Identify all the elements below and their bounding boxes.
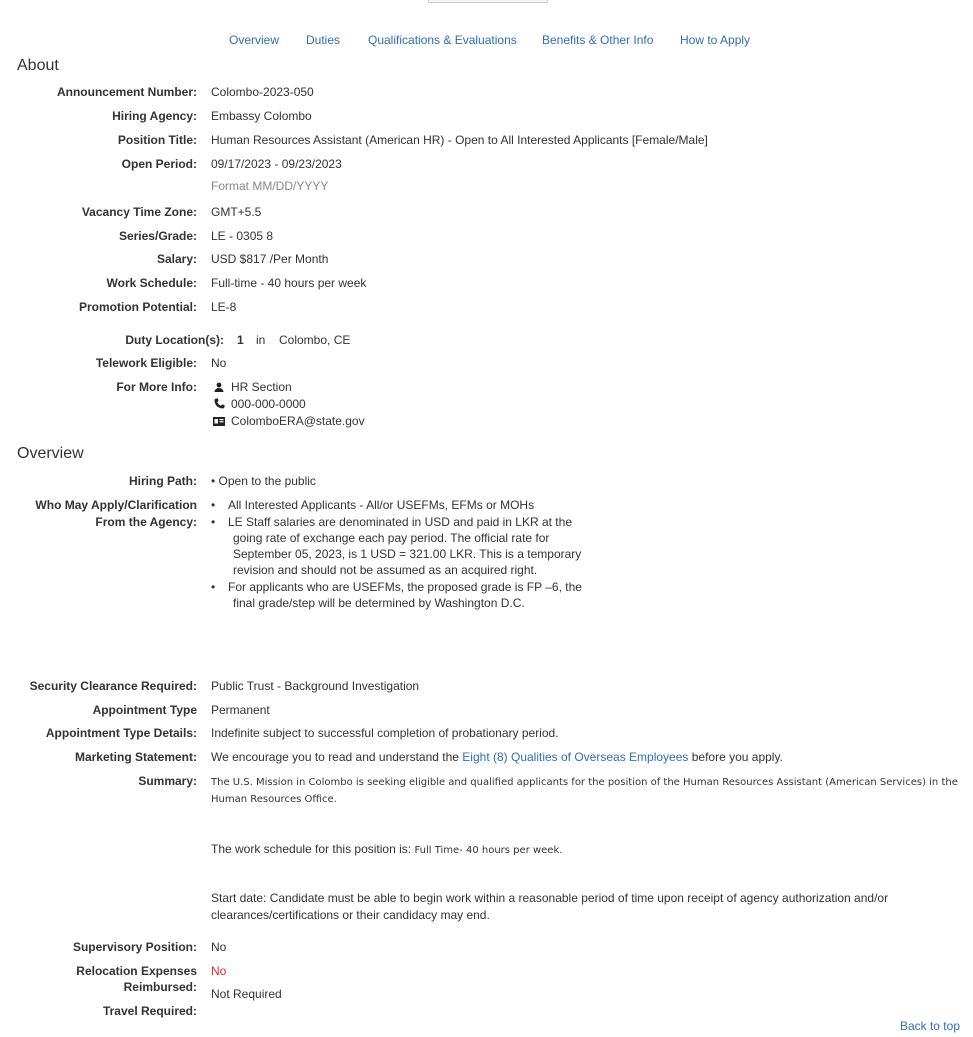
appointment-type-value: Permanent (211, 703, 270, 717)
date-format-hint: Format MM/DD/YYYY (211, 179, 329, 193)
contact-name: HR Section (231, 380, 292, 394)
summary-label: Summary: (138, 774, 197, 788)
series-grade-value: LE - 0305 8 (211, 229, 274, 243)
time-zone-label: Vacancy Time Zone: (81, 205, 197, 219)
eight-qualities-link[interactable]: Eight (8) Qualities of Overseas Employees (462, 750, 689, 764)
contact-email-link[interactable]: ColomboERA@state.gov (231, 414, 365, 428)
promotion-potential-label: Promotion Potential: (79, 300, 197, 314)
travel-label: Travel Required: (102, 1004, 197, 1018)
relocation-value: No (211, 964, 227, 978)
announcement-number-value: Colombo-2023-050 (211, 85, 314, 99)
work-schedule-label: Work Schedule: (106, 276, 197, 290)
person-icon (213, 381, 225, 395)
section-title-about: About (17, 57, 59, 74)
duty-location-count: 1 (237, 333, 244, 347)
hiring-agency-label: Hiring Agency: (112, 109, 197, 123)
summary-paragraph-3: Start date: Candidate must be able to begin work within a reasonable period of time upon receipt of agency authorization and/or clearances/certifications or their candidacy may end. (211, 891, 889, 922)
telework-value: No (211, 356, 227, 370)
security-clearance-value: Public Trust - Background Investigation (211, 679, 420, 693)
tab-duties[interactable]: Duties (306, 33, 341, 47)
summary-paragraph-1: The U.S. Mission in Colombo is seeking eligible and qualified applicants for the position of the Human Resources Assistant (American Services) in the Human Resources Office. (211, 777, 958, 805)
security-clearance-label: Security Clearance Required: (29, 679, 197, 693)
tab-overview[interactable]: Overview (229, 33, 280, 47)
who-may-apply-label-2: From the Agency: (95, 515, 197, 529)
hiring-path-value: • Open to the public (211, 474, 316, 488)
who-may-apply-label-1: Who May Apply/Clarification (35, 498, 197, 512)
contact-block (213, 380, 365, 431)
travel-value: Not Required (211, 987, 282, 1001)
relocation-label-2: Reimbursed: (123, 980, 197, 994)
appointment-details-value: Indefinite subject to successful completion of probationary period. (211, 726, 559, 740)
more-info-label: For More Info: (116, 380, 197, 394)
tab-benefits[interactable]: Benefits & Other Info (542, 33, 654, 47)
announcement-number-label: Announcement Number: (56, 85, 197, 99)
position-title-label: Position Title: (117, 133, 197, 147)
salary-label: Salary: (156, 252, 197, 266)
list-item: • For applicants who are USEFMs, the proposed grade is FP –6, the final grade/step will be determined by Washington D.C. (211, 580, 582, 610)
top-button-stub[interactable] (428, 0, 548, 3)
who-may-apply-list (211, 497, 591, 612)
duty-location-label: Duty Location(s): (125, 333, 224, 347)
section-nav (0, 33, 973, 49)
contact-email-line (213, 414, 365, 431)
hiring-path-label: Hiring Path: (129, 474, 197, 488)
telework-label: Telework Eligible: (95, 356, 197, 370)
tab-how-to-apply[interactable]: How to Apply (680, 33, 751, 47)
position-title-value: Human Resources Assistant (American HR) - Open to All Interested Applicants [Female/Male] (211, 133, 708, 147)
hiring-agency-value: Embassy Colombo (211, 109, 312, 123)
contact-phone: 000-000-0000 (231, 397, 306, 411)
tab-qualifications[interactable]: Qualifications & Evaluations (368, 33, 517, 47)
appointment-type-label: Appointment Type (92, 703, 197, 717)
id-card-icon (213, 415, 225, 429)
section-title-overview: Overview (17, 445, 84, 462)
contact-name-line (213, 380, 365, 397)
series-grade-label: Series/Grade: (118, 229, 197, 243)
contact-phone-line (213, 397, 365, 414)
supervisory-value: No (211, 940, 227, 954)
appointment-details-label: Appointment Type Details: (45, 726, 197, 740)
phone-icon (213, 398, 225, 412)
marketing-label: Marketing Statement: (74, 750, 197, 764)
duty-location-value: Colombo, CE (279, 333, 351, 347)
time-zone-value: GMT+5.5 (211, 205, 262, 219)
open-period-label: Open Period: (121, 157, 197, 171)
open-period-value: 09/17/2023 - 09/23/2023 (211, 157, 342, 171)
duty-location-in: in (256, 333, 266, 347)
summary-paragraph-2: The work schedule for this position is: Full Time- 40 hours per week. (211, 842, 563, 856)
relocation-label-1: Relocation Expenses (76, 964, 197, 978)
list-item: • All Interested Applicants - All/or USEFMs, EFMs or MOHs (211, 498, 535, 512)
marketing-value: We encourage you to read and understand the Eight (8) Qualities of Overseas Employees before you apply. (211, 750, 783, 764)
list-item: • LE Staff salaries are denominated in USD and paid in LKR at the going rate of exchange each pay period. The official rate for September 05, 2023, is 1 USD = 321.00 LKR. This is a temporary revision and should not be assumed as an acquired right. (211, 515, 582, 577)
back-to-top-link[interactable]: Back to top (899, 1019, 960, 1033)
promotion-potential-value: LE-8 (211, 300, 237, 314)
salary-value: USD $817 /Per Month (211, 252, 329, 266)
supervisory-label: Supervisory Position: (72, 940, 197, 954)
work-schedule-value: Full-time - 40 hours per week (211, 276, 367, 290)
